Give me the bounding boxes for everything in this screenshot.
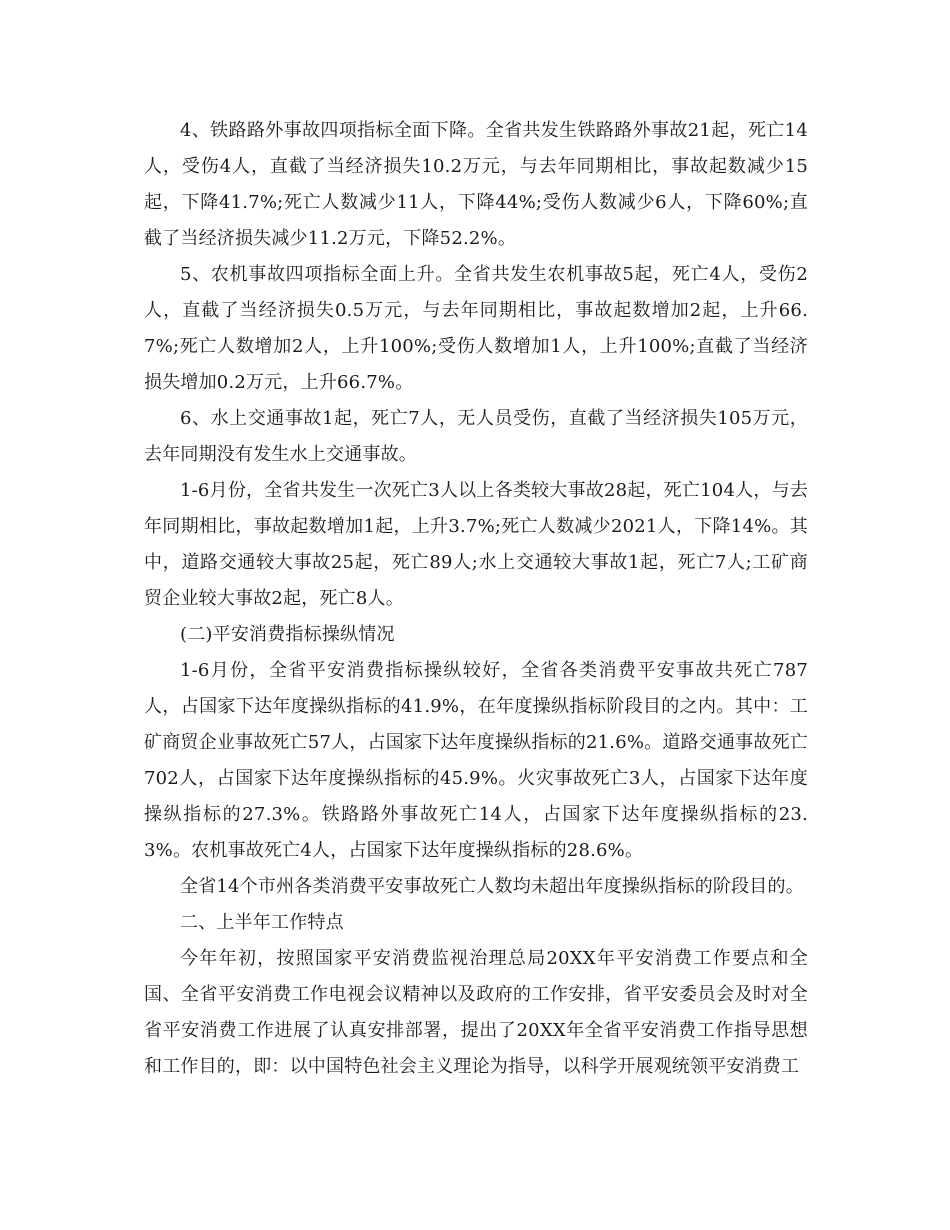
paragraph-major-accidents-summary: 1-6月份，全省共发生一次死亡3人以上各类较大事故28起，死亡104人，与去年同期相比，事故起数增加1起，上升3.7%;死亡人数减少2021人，下降14%。其中，道路交通较大事故25起，死亡89人;水上交通较大事故1起，死亡7人;工矿商贸企业较大事故2起，死亡8人。 xyxy=(144,480,808,609)
paragraph-indicator-control-details: 1-6月份，全省平安消费指标操纵较好，全省各类消费平安事故共死亡787人，占国家下达年度操纵指标的41.9%，在年度操纵指标阶段目的之内。其中：工矿商贸企业事故死亡57人，占国家下达年度操纵指标的21.6%。道路交通事故死亡702人，占国家下达年度操纵指标的45.9%。火灾事故死亡3人，占国家下达年度操纵指标的27.3%。铁路路外事故死亡14人，占国家下达年度操纵指标的23.3%。农机事故死亡4人，占国家下达年度操纵指标的28.6%。 xyxy=(144,660,808,861)
paragraph-farm-machinery-accidents: 5、农机事故四项指标全面上升。全省共发生农机事故5起，死亡4人，受伤2人，直截了当经济损失0.5万元，与去年同期相比，事故起数增加2起，上升66.7%;死亡人数增加2人，上升100%;受伤人数增加1人，上升100%;直截了当经济损失增加0.2万元，上升66.7%。 xyxy=(144,264,808,393)
paragraph-work-arrangement: 今年年初，按照国家平安消费监视治理总局20XX年平安消费工作要点和全国、全省平安消费工作电视会议精神以及政府的工作安排，省平安委员会及时对全省平安消费工作进展了认真安排部署，提出了20XX年全省平安消费工作指导思想和工作目的，即：以中国特色社会主义理论为指导，以科学开展观统领平安消费工 xyxy=(144,948,808,1077)
document-body xyxy=(144,113,808,1085)
section-heading-work-features: 二、上半年工作特点 xyxy=(180,912,344,933)
paragraph-water-traffic-accidents: 6、水上交通事故1起，死亡7人，无人员受伤，直截了当经济损失105万元，去年同期没有发生水上交通事故。 xyxy=(144,408,808,465)
paragraph-cities-within-targets: 全省14个市州各类消费平安事故死亡人数均未超出年度操纵指标的阶段目的。 xyxy=(180,876,804,897)
paragraph-railway-accidents: 4、铁路路外事故四项指标全面下降。全省共发生铁路路外事故21起，死亡14人，受伤4人，直截了当经济损失10.2万元，与去年同期相比，事故起数减少15起，下降41.7%;死亡人数减少11人，下降44%;受伤人数减少6人，下降60%;直截了当经济损失减少11.2万元，下降52.2%。 xyxy=(144,120,808,249)
section-heading-indicator-control: (二)平安消费指标操纵情况 xyxy=(180,624,395,645)
